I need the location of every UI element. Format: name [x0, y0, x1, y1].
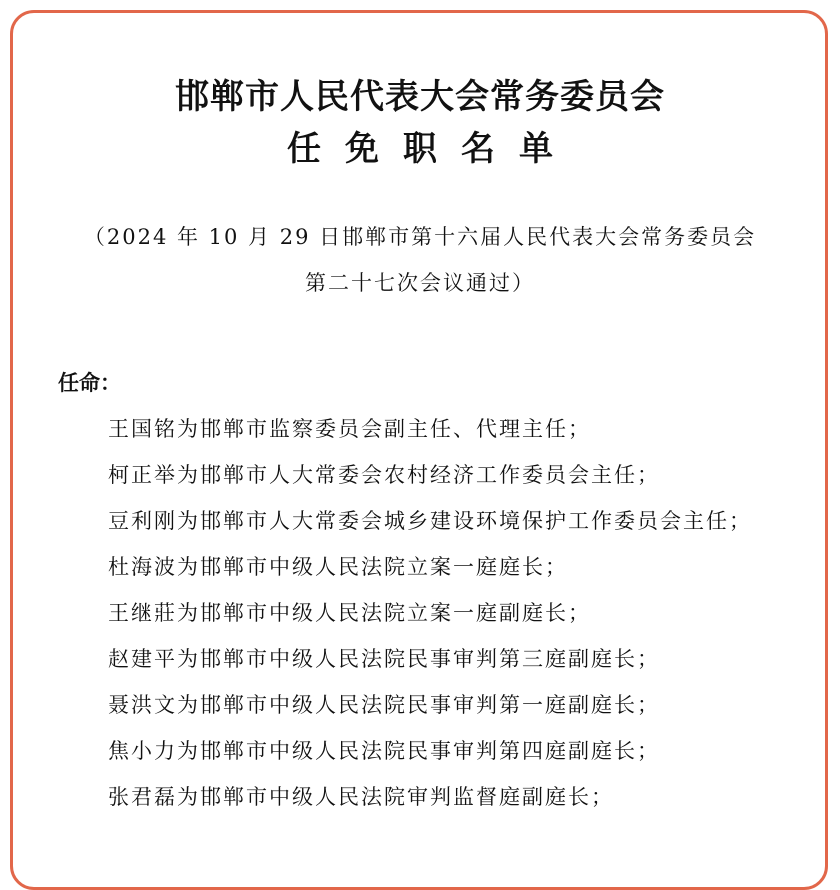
list-item: 赵建平为邯郸市中级人民法院民事审判第三庭副庭长； — [108, 647, 660, 671]
list-item: 豆利刚为邯郸市人大常委会城乡建设环境保护工作委员会主任； — [108, 509, 752, 533]
list-item: 杜海波为邯郸市中级人民法院立案一庭庭长； — [108, 555, 568, 579]
list-item: 张君磊为邯郸市中级人民法院审判监督庭副庭长； — [108, 785, 614, 809]
list-item: 焦小力为邯郸市中级人民法院民事审判第四庭副庭长； — [108, 739, 660, 763]
list-item: 聂洪文为邯郸市中级人民法院民事审判第一庭副庭长； — [108, 693, 660, 717]
section-heading-appointments: 任命： — [58, 371, 121, 395]
list-item: 王国铭为邯郸市监察委员会副主任、代理主任； — [108, 417, 591, 441]
meeting-info-line-2: 第二十七次会议通过） — [305, 271, 535, 295]
list-item: 王继莊为邯郸市中级人民法院立案一庭副庭长； — [108, 601, 591, 625]
document-title: 邯郸市人民代表大会常务委员会 — [175, 77, 665, 117]
list-item: 柯正举为邯郸市人大常委会农村经济工作委员会主任； — [108, 463, 660, 487]
appointment-list — [58, 406, 798, 820]
meeting-info-line-1: （2024 年 10 月 29 日邯郸市第十六届人民代表大会常务委员会 — [83, 225, 757, 249]
document-subtitle: 任免职名单 — [287, 129, 577, 169]
